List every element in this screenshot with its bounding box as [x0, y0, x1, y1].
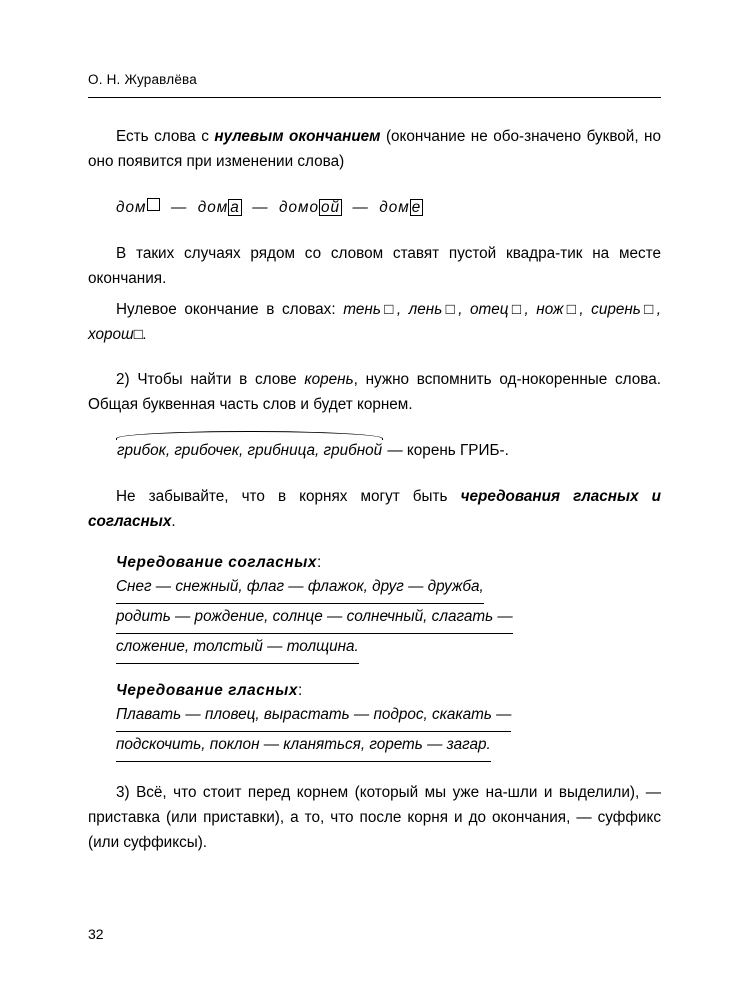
word-doma: дом — [197, 199, 229, 216]
paragraph-zero-ending-words — [88, 297, 661, 347]
word-domoy: домо — [279, 199, 319, 216]
word-dome: дом — [379, 199, 410, 216]
heading-text: Чередование гласных — [116, 682, 298, 699]
root-marked-words: грибок, грибочек, грибница, грибной — [116, 437, 383, 464]
ending-box-a: а — [230, 199, 240, 216]
alternation-line: родить — рождение, солнце — солнечный, слагать — — [116, 602, 513, 632]
text-run: (окончание не обо-значено буквой, но оно появится при изменении слова) — [88, 128, 662, 170]
paragraph-alternation-note — [88, 484, 661, 534]
alternation-line: сложение, толстый — толщина. — [116, 632, 359, 662]
word-dom: дом — [116, 199, 147, 216]
dash: — — [352, 199, 369, 216]
header-rule — [88, 97, 661, 98]
ending-box-oy: ой — [320, 199, 340, 216]
heading-text: Чередование согласных — [116, 554, 318, 571]
example-dom-forms — [88, 194, 661, 221]
text-run: 2) Чтобы найти в слове — [116, 371, 305, 388]
alternation-line: подскочить, поклон — кланяться, гореть — загар. — [116, 730, 491, 760]
alternation-line: Снег — снежный, флаг — флажок, друг — дружба, — [116, 572, 484, 602]
paragraph-root-rule — [88, 367, 661, 417]
text-run: Есть слова с — [116, 128, 215, 145]
text-run: Не забывайте, что в корнях могут быть — [116, 488, 461, 505]
colon: : — [297, 682, 303, 699]
term-root: корень — [304, 371, 354, 388]
text-run: , нужно вспомнить од-нокоренные слова. Общая буквенная часть слов и будет корнем. — [88, 371, 661, 413]
dash: — — [252, 199, 269, 216]
consonant-alternation-list — [88, 572, 661, 662]
alternation-line: Плавать — пловец, вырастать — подрос, скакать — — [116, 700, 511, 730]
text-run: . — [171, 513, 176, 530]
heading-consonant-alternation — [88, 554, 661, 572]
term-zero-ending: нулевым окончанием — [214, 128, 381, 145]
paragraph-empty-square-rule: В таких случаях рядом со словом ставят пустой квадра-тик на месте окончания. — [88, 245, 661, 287]
colon: : — [317, 554, 322, 571]
ending-box-e: е — [411, 199, 422, 216]
running-head: О. Н. Журавлёва — [88, 72, 197, 87]
term-alternations: чередования гласных и согласных — [88, 488, 661, 530]
example-grib-root — [88, 437, 661, 464]
page-number: 32 — [88, 926, 104, 942]
vowel-alternation-list — [88, 700, 661, 760]
dash: — — [170, 199, 188, 216]
paragraph-prefix-suffix-rule: 3) Всё, что стоит перед корнем (который мы уже на-шли и выделили), — приставка (или приставки), а то, что после корня и до окончания, — суффикс (или суффиксы). — [88, 784, 661, 851]
zero-ending-square — [147, 198, 160, 211]
zero-ending-word-list: тень□, лень□, отец□, нож□, сирень□, хорош□. — [88, 301, 661, 343]
root-answer: — корень ГРИБ-. — [383, 442, 509, 459]
heading-vowel-alternation — [88, 682, 661, 700]
text-run: Нулевое окончание в словах: — [116, 301, 344, 318]
paragraph-zero-ending — [88, 124, 661, 174]
